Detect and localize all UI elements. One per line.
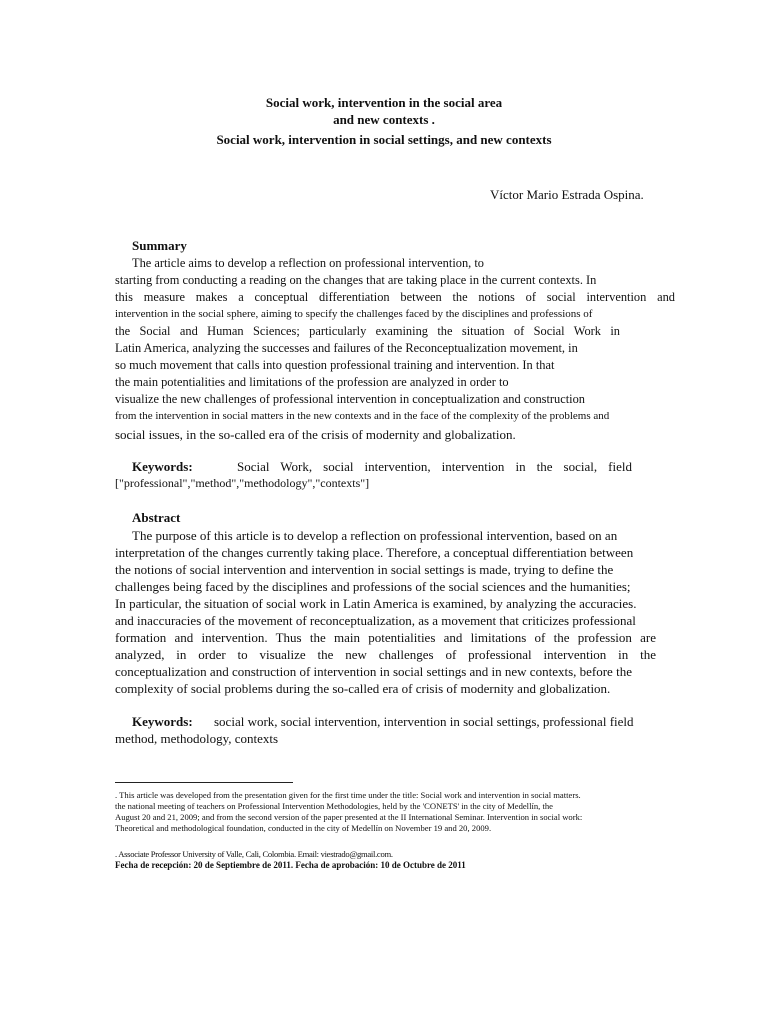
footnote-separator xyxy=(115,782,293,783)
abstract-line: The purpose of this article is to develop a reflection on professional intervention, based on an xyxy=(132,528,618,543)
title-line-1: Social work, intervention in the social area xyxy=(265,95,503,110)
summary-line: visualize the new challenges of professional intervention in conceptualization and construction xyxy=(115,392,586,406)
abstract-line: the notions of social intervention and intervention in social settings is made, trying to define the xyxy=(115,562,614,577)
summary-keywords-label: Keywords: xyxy=(132,459,193,474)
footnote-1-line: Theoretical and methodological foundation, conducted in the city of Medellín on November 19 and 20, 2009. xyxy=(115,823,492,833)
abstract-line: and inaccuracies of the movement of reconceptualization, as a movement that criticizes professional xyxy=(115,613,636,628)
abstract-line: challenges being faced by the disciplines and professions of the social sciences and the humanities; xyxy=(115,579,631,594)
footnote-1-line: the national meeting of teachers on Professional Intervention Methodologies, held by the 'CONETS' in the city of Medellín, the xyxy=(115,801,553,811)
summary-line: from the intervention in social matters in the new contexts and in the face of the complexity of the problems and xyxy=(115,410,610,422)
abstract-keywords-continued: method, methodology, contexts xyxy=(115,731,279,746)
footnote-1-line: August 20 and 21, 2009; and from the second version of the paper presented at the II International Seminar. Intervention in social work: xyxy=(115,812,583,822)
reception-dates: Fecha de recepción: 20 de Septiembre de 2011. Fecha de aprobación: 10 de Octubre de 2011 xyxy=(115,860,466,870)
abstract-line: conceptualization and construction of intervention in social settings and in new contexts, before the xyxy=(115,664,632,679)
summary-line: so much movement that calls into question professional training and intervention. In that xyxy=(115,358,555,372)
abstract-line: complexity of social problems during the so-called era of crisis of modernity and globalization. xyxy=(115,681,611,696)
summary-line: The article aims to develop a reflection on professional intervention, to xyxy=(132,256,484,270)
author-name: Víctor Mario Estrada Ospina. xyxy=(490,187,644,202)
footnote-2: . Associate Professor University of Valle, Cali, Colombia. Email: viestrado@gmail.com. xyxy=(115,849,393,859)
title-line-2: and new contexts . xyxy=(333,112,435,127)
summary-line: intervention in the social sphere, aiming to specify the challenges faced by the disciplines and professions of xyxy=(115,308,593,320)
abstract-keywords-label: Keywords: xyxy=(132,714,193,729)
title-line-3: Social work, intervention in social settings, and new contexts xyxy=(216,132,552,147)
summary-heading: Summary xyxy=(132,238,187,253)
abstract-heading: Abstract xyxy=(132,510,181,525)
summary-keywords: Social Work, social intervention, intervention in the social, field xyxy=(237,459,632,474)
footnote-1-line: . This article was developed from the presentation given for the first time under the title: Social work and intervention in social matters. xyxy=(115,790,581,800)
summary-line: the Social and Human Sciences; particularly examining the situation of Social Work in xyxy=(115,324,620,338)
summary-line: starting from conducting a reading on the changes that are taking place in the current contexts. In xyxy=(115,273,597,287)
abstract-line: analyzed, in order to visualize the new challenges of professional intervention in the xyxy=(115,647,656,662)
summary-line: this measure makes a conceptual differentiation between the notions of social intervention and xyxy=(115,290,675,304)
abstract-keywords: social work, social intervention, intervention in social settings, professional field xyxy=(214,714,634,729)
summary-line: social issues, in the so-called era of the crisis of modernity and globalization. xyxy=(115,427,516,442)
abstract-line: In particular, the situation of social work in Latin America is examined, by analyzing the accuracies. xyxy=(115,596,637,611)
abstract-line: interpretation of the changes currently taking place. Therefore, a conceptual differentiation between xyxy=(115,545,634,560)
summary-line: the main potentialities and limitations of the profession are analyzed in order to xyxy=(115,375,509,389)
abstract-line: formation and intervention. Thus the main potentialities and limitations of the profession are xyxy=(115,630,656,645)
summary-line: Latin America, analyzing the successes and failures of the Reconceptualization movement, in xyxy=(115,341,578,355)
summary-keywords-continued: ["professional","method","methodology","contexts"] xyxy=(115,476,370,490)
